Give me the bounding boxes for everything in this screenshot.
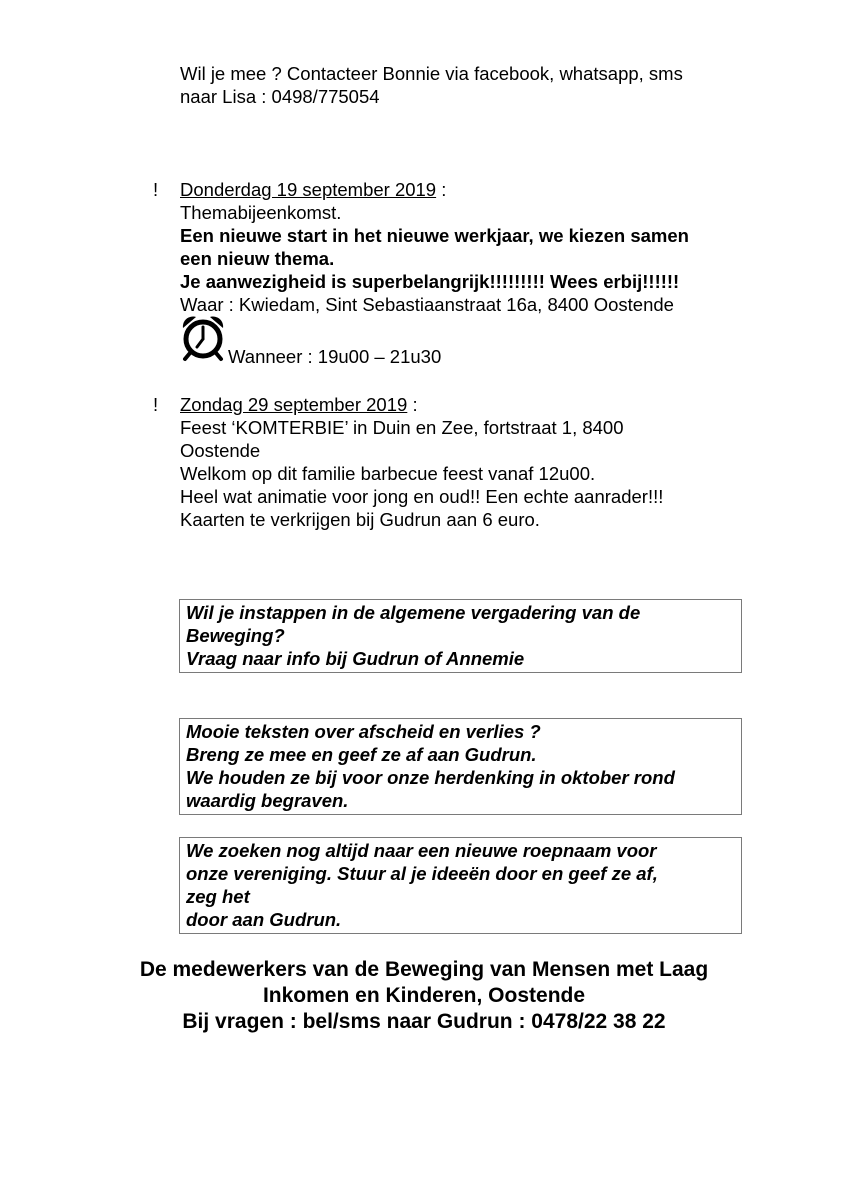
event-highlight-2: een nieuw thema. <box>180 248 335 269</box>
intro-line-2: naar Lisa : 0498/775054 <box>180 86 380 107</box>
intro-line-1: Wil je mee ? Contacteer Bonnie via facebook, whatsapp, sms <box>180 63 683 84</box>
notice-line: waardig begraven. <box>186 790 349 811</box>
footer-signature <box>0 957 848 1035</box>
event-date-suffix: : <box>436 179 447 200</box>
bullet-marker: ! <box>153 394 159 415</box>
event-location: Waar : Kwiedam, Sint Sebastiaanstraat 16a, 8400 Oostende <box>180 294 674 315</box>
footer-contact: Bij vragen : bel/sms naar Gudrun : 0478/22 38 22 <box>182 1010 666 1033</box>
footer-line-1: De medewerkers van de Beweging van Mensen met Laag <box>139 958 709 981</box>
footer-line-2: Inkomen en Kinderen, Oostende <box>262 984 586 1007</box>
event-date-suffix: : <box>407 394 418 415</box>
notice-box-farewell-texts <box>179 718 742 815</box>
event-line-1: Feest ‘KOMTERBIE’ in Duin en Zee, fortstraat 1, 8400 <box>180 417 624 438</box>
notice-line: onze vereniging. Stuur al je ideeën door en geef ze af, <box>186 863 658 884</box>
event-title: Themabijeenkomst. <box>180 202 342 223</box>
event-body <box>180 178 689 316</box>
event-time: Wanneer : 19u00 – 21u30 <box>228 346 442 367</box>
notice-line: Wil je instappen in de algemene vergadering van de <box>186 602 641 623</box>
notice-line: Vraag naar info bij Gudrun of Annemie <box>186 648 525 669</box>
event-date-line <box>180 178 689 201</box>
notice-line: door aan Gudrun. <box>186 909 342 930</box>
notice-line: zeg het <box>186 886 250 907</box>
event-line-4: Heel wat animatie voor jong en oud!! Een echte aanrader!!! <box>180 486 664 507</box>
notice-line: We zoeken nog altijd naar een nieuwe roepnaam voor <box>186 840 657 861</box>
event-date: Donderdag 19 september 2019 <box>180 179 437 200</box>
event-body <box>180 393 663 531</box>
notice-box-general-assembly <box>179 599 742 673</box>
notice-line: Breng ze mee en geef ze af aan Gudrun. <box>186 744 537 765</box>
event-date: Zondag 29 september 2019 <box>180 394 408 415</box>
event-highlight-3: Je aanwezigheid is superbelangrijk!!!!!!!!! Wees erbij!!!!!! <box>180 271 680 292</box>
event-line-3: Welkom op dit familie barbecue feest vanaf 12u00. <box>180 463 596 484</box>
event-line-5: Kaarten te verkrijgen bij Gudrun aan 6 euro. <box>180 509 540 530</box>
alarm-clock-icon <box>180 314 226 362</box>
notice-line: We houden ze bij voor onze herdenking in oktober rond <box>186 767 675 788</box>
notice-line: Beweging? <box>186 625 285 646</box>
event-highlight-1: Een nieuwe start in het nieuwe werkjaar, we kiezen samen <box>180 225 689 246</box>
event-date-line <box>180 393 663 416</box>
intro-paragraph <box>180 62 683 108</box>
notice-line: Mooie teksten over afscheid en verlies ? <box>186 721 541 742</box>
notice-box-new-name <box>179 837 742 934</box>
event-line-2: Oostende <box>180 440 261 461</box>
bullet-marker: ! <box>153 179 159 200</box>
